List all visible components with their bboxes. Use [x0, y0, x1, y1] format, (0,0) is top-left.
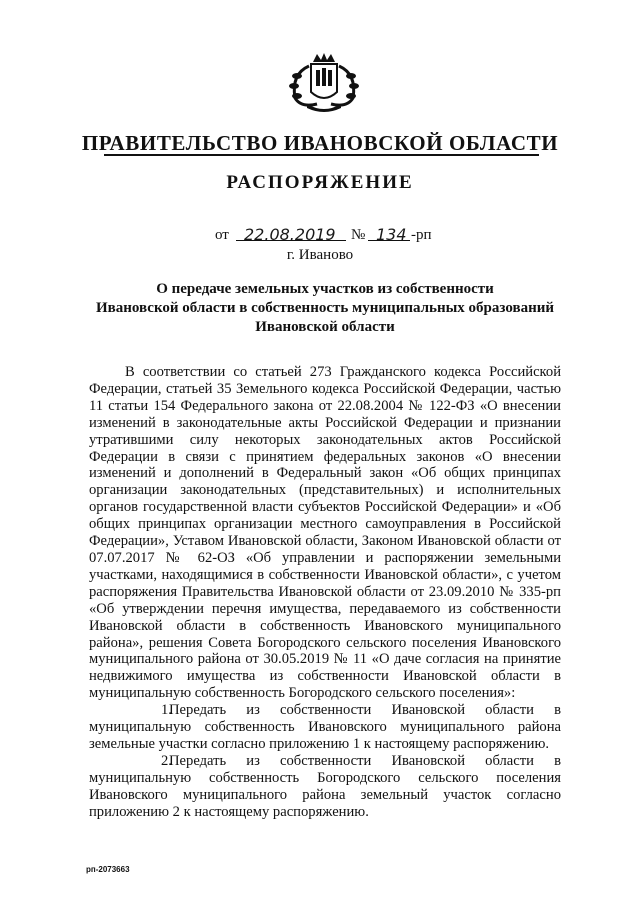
number-label: №: [351, 227, 366, 243]
document-meta: [0, 225, 640, 245]
document-date: 22.08.2019: [244, 225, 336, 244]
number-suffix: -рп: [411, 227, 432, 243]
item-1: [89, 702, 561, 753]
subject-line: Ивановской области в собственность муниципальных образований: [95, 300, 554, 316]
subject-line: Ивановской области: [255, 319, 395, 335]
date-underline: [236, 240, 346, 241]
item-2: [89, 753, 561, 821]
item-number: 1.: [161, 702, 172, 719]
city: г. Иваново: [286, 247, 354, 263]
document-code: рп-2073663: [86, 865, 130, 874]
item-text: Передать из собственности Ивановской области в муниципальную собственность Богородского сельского поселения Ивановского муниципального района земельный участок согласно приложению 2 к настоящему распоряжению.: [89, 752, 561, 820]
document-subject: [95, 280, 555, 337]
coat-of-arms-icon: [283, 52, 365, 114]
from-label: от: [215, 227, 229, 243]
document-body: [89, 364, 561, 820]
item-text: Передать из собственности Ивановской области в муниципальную собственность Ивановского муниципального района земельные участки согласно приложению 1 к настоящему распоряжению.: [89, 702, 561, 752]
subject-line: О передаче земельных участков из собственности: [156, 281, 494, 297]
item-number: 2.: [161, 752, 172, 769]
document-number: 134: [376, 225, 407, 244]
government-title: ПРАВИТЕЛЬСТВО ИВАНОВСКОЙ ОБЛАСТИ: [81, 131, 559, 155]
title-underline: [104, 154, 539, 156]
number-underline: [368, 240, 410, 241]
document-type: РАСПОРЯЖЕНИЕ: [226, 172, 414, 193]
preamble-paragraph: В соответствии со статьей 273 Гражданского кодекса Российской Федерации, статьей 35 Земельного кодекса Российской Федерации, частью 11 статьи 154 Федерального закона от 22.08.2004 № 122-ФЗ «О внесении изменений в законодательные акты Российской Федерации и признании утратившими силу некоторых законодательных актов Российской Федерации в связи с принятием федеральных законов «О внесении изменений и дополнений в Федеральный закон «Об общих принципах организации законодательных (представительных) и исполнительных органов государственной власти субъектов Российской Федерации» и «Об общих принципах организации местного самоуправления в Российской Федерации», Уставом Ивановской области, Законом Ивановской области от 07.07.2017 № 62-ОЗ «Об управлении и распоряжении земельными участками, находящимися в собственности Ивановской области», с учетом распоряжения Правительства Ивановской области от 23.09.2010 № 335-рп «Об утверждении перечня имущества, передаваемого из собственности Ивановской области в собственность Ивановского муниципального района», решения Совета Богородского сельского поселения Ивановского муниципального района от 30.05.2019 № 11 «О даче согласия на принятие недвижимого имущества из собственности Ивановской области в муниципальную собственность Богородского сельского поселения»:: [89, 364, 561, 702]
